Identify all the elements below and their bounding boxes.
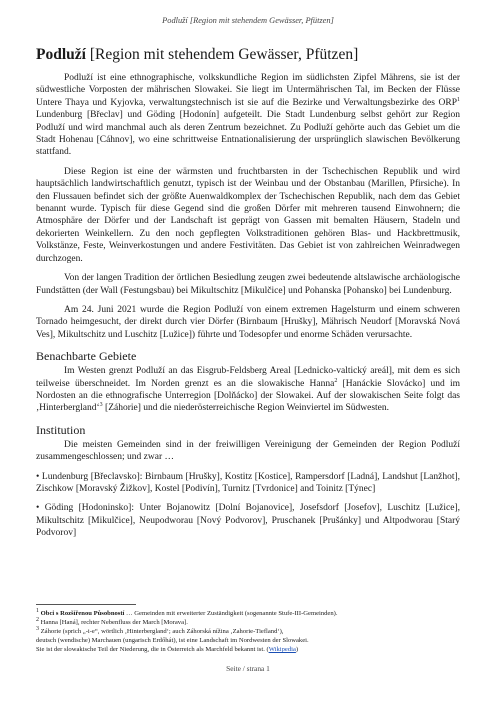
footnote-3-text: Záhorie (sprich „-i-e“, wörtlich ‚Hinterbergland‘; auch Záhorská nížina ‚Zahorie-Tiefland‘), (40, 628, 284, 636)
footnote-ref-1: 1 (457, 96, 460, 103)
footnote-3-line-2: deutsch (wendische) Marchauen (ungarisch Erdőhát), ist eine Landschaft im Nordwesten der Slowakei. (36, 637, 309, 645)
neighbours-part-b: [Hanáckie Slovácko] und im Nordosten an die ethnografische Unterregion [Dolňácko] der Slowakei. Auf der slowakischen Seite folgt das ‚Hinterbergland‘ (36, 378, 461, 414)
list-item-breclav: • Lundenburg [Břeclavsko]: Birnbaum [Hrušky], Kostitz [Kostice], Rampersdorf [Ladná], Landshut [Lanžhot], Zischkow [Moravský Žižkov], Kostel [Podivín], Turnitz [Tvrdonice] and Toinitz [Týnec] (36, 471, 460, 494)
footnote-1 (36, 609, 466, 618)
footnote-2-number: 2 (36, 616, 39, 623)
page-title (36, 46, 460, 64)
footnote-ref-2: 2 (334, 377, 338, 384)
footnote-1-term: Obci s Rozšířenou Působností (40, 610, 125, 617)
running-header: Podluží [Region mit stehendem Gewässer, Pfützen] (162, 16, 334, 25)
footnote-2-text: Hanna [Haná], rechter Nebenfluss der March [Morava]. (40, 619, 188, 627)
title-name: Podluží (36, 46, 86, 63)
paragraph-institution-intro: Die meisten Gemeinden sind in der freiwilligen Vereinigung der Gemeinden der Region Podluží zusammengeschlossen; und zwar … (36, 439, 460, 463)
footnote-3-line-3-text: Sie ist der slowakische Teil der Niederung, die in Österreich als Marchfeld bekannt ist. ( (36, 646, 269, 654)
neighbours-part-c: [Záhorie] und die niederösterreichische Region Weinviertel im Südwesten. (102, 403, 390, 414)
paragraph-intro (36, 72, 460, 159)
footnotes (36, 609, 466, 654)
footnote-1-text: … Gemeinden mit erweiterter Zuständigkeit (sogenannte Stufe-III-Gemeinden). (124, 610, 338, 617)
footnote-3-line-3 (36, 645, 466, 654)
neighbours-part-a: Im Westen grenzt Podluží an das Eisgrub-Feldsberg Areal [Lednicko-valtický areál], mit dem es sich teilweise überschneidet. Im Norden grenzt es an die slowakische Hanna (36, 366, 460, 389)
paragraph-neighbours (36, 365, 460, 415)
paragraph-intro-part-b: Lundenburg [Břeclav] und Göding [Hodonín] aufgeteilt. Die Stadt Lundenburg selbst gehört zur Region Podluží und wird manchmal auch als deren Zentrum bezeichnet. Zu Podluží gehörte auch das Gebiet um die Stadt Hohenau [Cáhnov], wo eine schrittweise Entnationalisierung der ursprünglich slawischen Bevölkerung stattfand. (36, 110, 460, 158)
title-subtitle: [Region mit stehendem Gewässer, Pfützen] (89, 46, 359, 63)
list-item-hodonin: • Göding [Hodoninsko]: Unter Bojanowitz [Dolní Bojanovice], Josefsdorf [Josefov], Luschitz [Lužice], Mikultschitz [Mikulčice], Neupodworau [Nový Podvorov], Pruschanek [Prušánky] und Altpodworau [Starý Podvorov] (36, 503, 460, 539)
footnote-2 (36, 618, 466, 627)
main-content (36, 46, 460, 547)
footnote-separator (36, 604, 136, 605)
paragraph-intro-part-a: Podluží ist eine ethnographische, volkskundliche Region im südlichsten Zipfel Mährens, sie ist der südwestliche Vorposten der mährischen Slowakei. Sie liegt im Untermährischen Tal, im Becken der Flüsse Untere Thaya und Kyjovka, verwaltungstechnisch ist sie auf die Bezirke und Verwaltungsbezirke des ORP (36, 73, 460, 108)
footnote-ref-3: 3 (99, 402, 103, 409)
footnote-3-line-3-end: ) (295, 646, 299, 654)
footnote-3 (36, 627, 466, 636)
paragraph-archaeology: Von der langen Tradition der örtlichen Besiedlung zeugen zwei bedeutende altslawische archäologische Fundstätten (der Wall (Festungsbau) bei Mikultschitz [Mikulčice] und Pohanska [Pohansko] bei Lundenburg. (36, 273, 460, 296)
paragraph-climate: Diese Region ist eine der wärmsten und fruchtbarsten in der Tschechischen Republik und wird hauptsächlich landwirtschaftlich genutzt, typisch ist der Weinbau und der Obstanbau (Marillen, Pfirsiche). In den Flussauen befindet sich der größte Auenwaldkomplex der Tschechischen Republik, nach dem das Gebiet benannt wurde. Typisch für diese Gegend sind die großen Dörfer mit mehreren tausend Einwohnern; die Atmosphäre der Dörfer und der Landschaft ist geprägt von Gassen mit bemalten Häusern, Stadeln und dekorierten Weinkellern. Zu den noch gepflegten Volkstraditionen gehören Blas- und Hackbrettmusik, Volkstänze, Feste, Weinverkostungen und andere Festivitäten. Das Gebiet ist von zahlreichen Weinradwegen durchzogen. (36, 166, 460, 264)
page-number: Seite / strana 1 (226, 664, 270, 673)
footnote-3-number: 3 (36, 626, 39, 632)
footnote-1-number: 1 (36, 607, 39, 614)
section-heading-neighbours: Benachbarte Gebiete (36, 349, 137, 364)
paragraph-tornado: Am 24. Juni 2021 wurde die Region Podluží von einem extremen Hagelsturm und einem schweren Tornado heimgesucht, der direkt durch vier Dörfer (Birnbaum [Hrušky], Mährisch Neudorf [Moravská Nová Ves], Mikultschitz und Luschitz [Lužice]) führte und Todesopfer und enorme Schäden verursachte. (36, 304, 460, 340)
wikipedia-link[interactable]: Wikipedia (268, 646, 296, 654)
section-heading-institution: Institution (36, 422, 86, 437)
